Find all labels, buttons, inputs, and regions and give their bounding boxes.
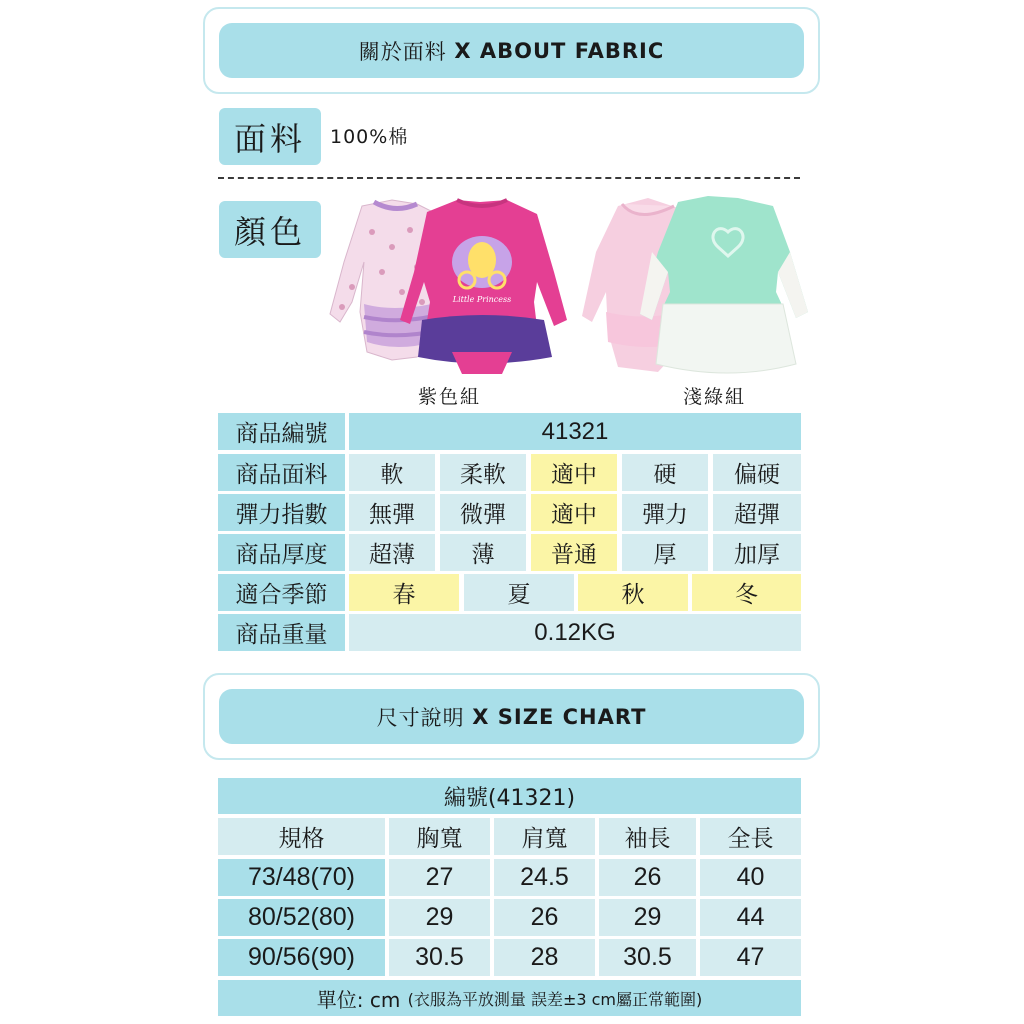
spec-option: 無彈 [349, 494, 435, 531]
spec-option: 超彈 [713, 494, 801, 531]
about-fabric-banner [203, 7, 820, 94]
size-cell: 47 [700, 939, 801, 976]
size-footnote [218, 980, 801, 1016]
size-header: 全長 [700, 818, 801, 855]
size-header: 肩寬 [494, 818, 595, 855]
size-footnote-note: (衣服為平放測量 誤差±3 cm屬正常範圍) [407, 989, 703, 1009]
spec-option: 偏硬 [713, 454, 801, 491]
fabric-value: 100%棉 [330, 126, 409, 148]
size-footnote-unit: 單位: cm [316, 987, 401, 1012]
spec-option: 厚 [622, 534, 708, 571]
spec-option: 超薄 [349, 534, 435, 571]
color-label: 顏色 [219, 201, 321, 258]
season-label: 適合季節 [218, 574, 345, 611]
spec-option-selected: 適中 [531, 494, 617, 531]
size-cell: 26 [599, 859, 696, 896]
weight-label: 商品重量 [218, 614, 345, 651]
purple-set-photo [322, 192, 572, 382]
spec-option: 彈力 [622, 494, 708, 531]
size-cell: 30.5 [599, 939, 696, 976]
spec-option-selected: 適中 [531, 454, 617, 491]
spec-option-selected: 普通 [531, 534, 617, 571]
size-chart-banner [203, 673, 820, 760]
spec-row-label: 彈力指數 [218, 494, 345, 531]
about-fabric-en: X ABOUT FABRIC [454, 38, 665, 63]
size-cell: 24.5 [494, 859, 595, 896]
size-cell: 28 [494, 939, 595, 976]
size-cell: 40 [700, 859, 801, 896]
print-text: Little Princess [452, 295, 512, 304]
season-option-selected: 春 [349, 574, 459, 611]
size-cell: 27 [389, 859, 490, 896]
spec-option: 硬 [622, 454, 708, 491]
spec-row-label: 商品厚度 [218, 534, 345, 571]
spec-row-label: 商品面料 [218, 454, 345, 491]
spec-option: 柔軟 [440, 454, 526, 491]
size-cell: 29 [599, 899, 696, 936]
size-chart-zh: 尺寸說明 [376, 705, 465, 730]
about-fabric-zh: 關於面料 [358, 39, 447, 64]
season-option-selected: 冬 [692, 574, 801, 611]
size-row-label: 80/52(80) [218, 899, 385, 936]
spec-option: 加厚 [713, 534, 801, 571]
size-cell: 26 [494, 899, 595, 936]
mint-set-photo [578, 192, 818, 382]
mint-set-caption: 淺綠組 [683, 386, 747, 408]
fabric-label: 面料 [219, 108, 321, 165]
size-cell: 29 [389, 899, 490, 936]
purple-set-caption: 紫色組 [418, 386, 482, 408]
spec-option: 軟 [349, 454, 435, 491]
weight-value: 0.12KG [349, 614, 801, 651]
size-header: 胸寬 [389, 818, 490, 855]
size-header: 袖長 [599, 818, 696, 855]
spec-option: 微彈 [440, 494, 526, 531]
size-header: 規格 [218, 818, 385, 855]
divider [218, 177, 800, 179]
season-option-selected: 秋 [578, 574, 688, 611]
size-cell: 44 [700, 899, 801, 936]
size-chart-title: 編號(41321) [218, 778, 801, 814]
spec-option: 薄 [440, 534, 526, 571]
code-label: 商品編號 [218, 413, 345, 450]
size-chart-en: X SIZE CHART [472, 704, 647, 729]
size-row-label: 90/56(90) [218, 939, 385, 976]
size-cell: 30.5 [389, 939, 490, 976]
size-row-label: 73/48(70) [218, 859, 385, 896]
season-option: 夏 [464, 574, 574, 611]
code-value: 41321 [349, 413, 801, 450]
